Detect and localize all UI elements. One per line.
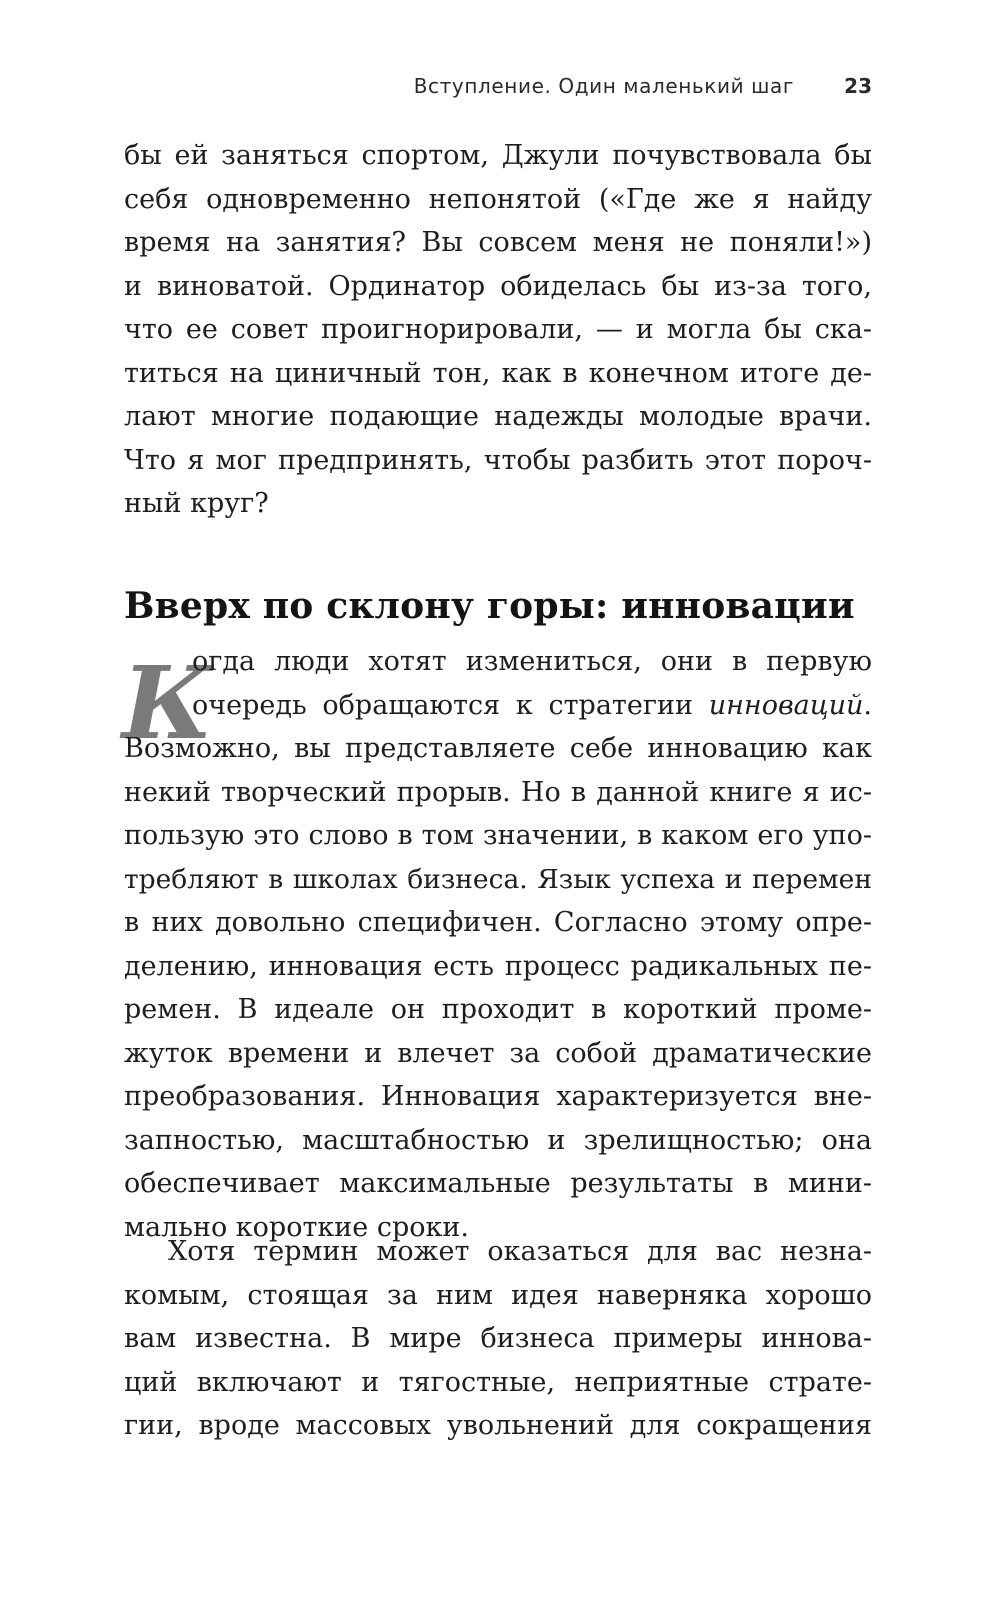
paragraph-line: делению, инновация есть процесс радикальных пе-: [124, 950, 872, 982]
paragraph-line: Хотя термин может оказаться для вас незна-: [168, 1236, 872, 1267]
paragraph-line: что ее совет проигнорировали, — и могла бы ска-: [124, 314, 872, 345]
paragraph-1: [124, 134, 872, 526]
paragraph-line: Что я мог предпринять, чтобы разбить этот пороч-: [124, 444, 872, 476]
paragraph-line: обеспечивает максимальные результаты в мини-: [124, 1168, 872, 1199]
paragraph-line: [192, 684, 872, 728]
line-text: .: [863, 689, 872, 721]
paragraph-line: Возможно, вы представляете себе инновацию как: [124, 733, 872, 764]
paragraph-line: бы ей заняться спортом, Джули почувствовала бы: [124, 140, 872, 171]
paragraph-line: преобразования. Инновация характеризуется вне-: [124, 1081, 872, 1112]
paragraph-line: титься на циничный тон, как в конечном итоге де-: [124, 357, 872, 389]
paragraph-line: ремен. В идеале он проходит в короткий проме-: [124, 994, 872, 1025]
paragraph-line: вам известна. В мире бизнеса примеры иннова-: [124, 1323, 872, 1354]
running-header: [124, 74, 872, 106]
running-header-title: Вступление. Один маленький шаг: [413, 74, 794, 98]
paragraph-line: ций включают и тягостные, неприятные страте-: [124, 1366, 872, 1398]
paragraph-line: лают многие подающие надежды молодые врачи.: [124, 401, 872, 432]
paragraph-line: пользую это слово в том значении, в каком его упо-: [124, 820, 872, 851]
emphasis-term: инноваций: [708, 689, 864, 721]
paragraph-line: в них довольно специфичен. Согласно этому опре-: [124, 907, 872, 938]
paragraph-line: гии, вроде массовых увольнений для сокращения: [124, 1410, 872, 1441]
paragraph-line: некий творческий прорыв. Но в данной книге я ис-: [124, 776, 872, 808]
paragraph-line: запностью, масштабностью и зрелищностью; она: [124, 1124, 872, 1156]
line-text: очередь обращаются к стратегии: [192, 689, 709, 721]
paragraph-line: себя одновременно непонятой («Где же я найду: [124, 183, 872, 215]
paragraph-line: мально короткие сроки.: [124, 1211, 469, 1243]
paragraph-line: требляют в школах бизнеса. Язык успеха и перемен: [124, 863, 872, 895]
paragraph-line: комым, стоящая за ним идея наверняка хорошо: [124, 1279, 872, 1311]
section-heading: Вверх по склону горы: инновации: [124, 585, 855, 627]
paragraph-2: [124, 640, 872, 1249]
paragraph-line: время на занятия? Вы совсем меня не поняли!»): [124, 227, 872, 258]
drop-cap: К: [122, 644, 213, 762]
paragraph-3: [124, 1230, 872, 1448]
paragraph-line: и виноватой. Ординатор обиделась бы из-за того,: [124, 270, 872, 302]
paragraph-line: огда люди хотят измениться, они в первую: [192, 646, 872, 677]
paragraph-line: жуток времени и влечет за собой драматические: [124, 1037, 872, 1069]
paragraph-line: ный круг?: [124, 488, 269, 519]
page-number: 23: [844, 74, 872, 98]
